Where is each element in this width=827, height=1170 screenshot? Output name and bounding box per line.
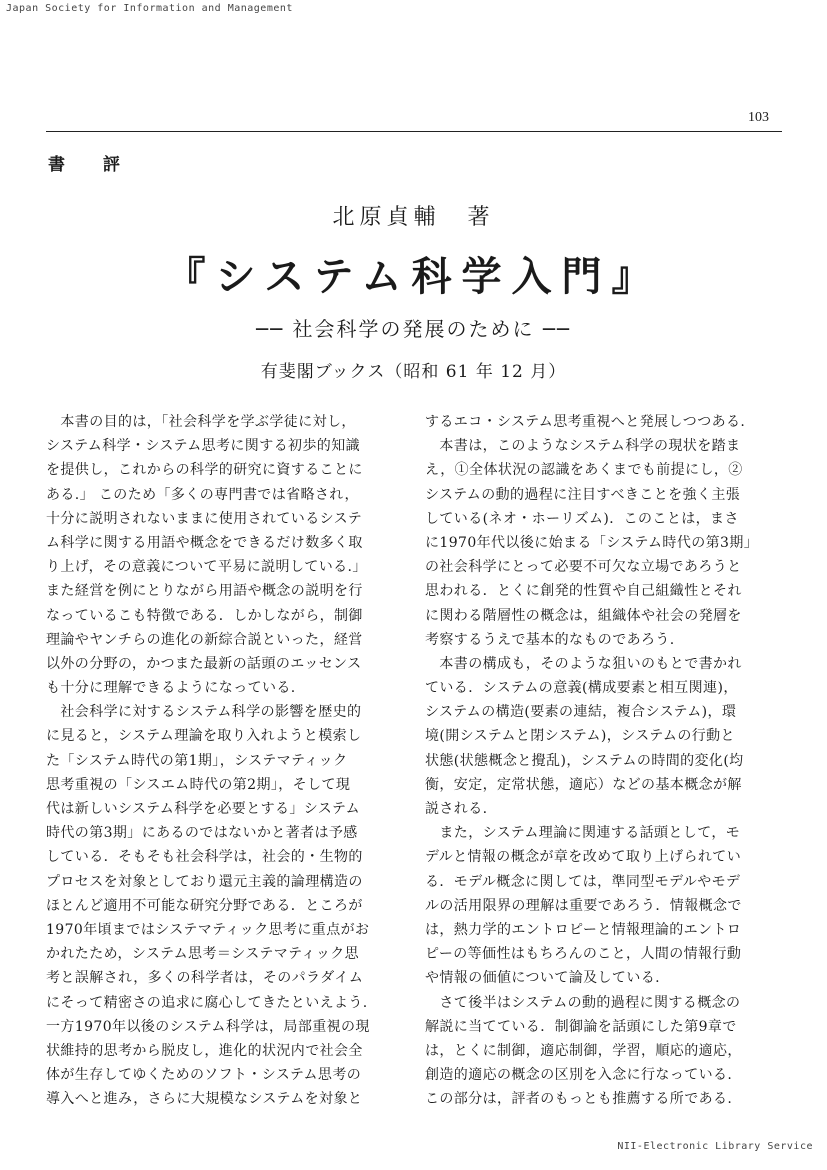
text-line: かれたため，システム思考＝システマティック思 xyxy=(46,946,360,963)
text-line: システムの構造(要素の連結，複合システム)，環 xyxy=(425,704,737,721)
text-line: る．モデル概念に関しては，準同型モデルやモデ xyxy=(425,873,741,890)
header-organization: Japan Society for Information and Management xyxy=(6,3,293,14)
text-line: に関わる階層性の概念は，組織体や社会の発層を xyxy=(425,607,742,624)
text-line: するエコ・システム思考重視へと発展しつつある. xyxy=(425,414,746,430)
text-line: 解説に当てている．制御論を話頭にした第9章で xyxy=(425,1018,737,1035)
text-line: 体が生存してゆくためのソフト・システム思考の xyxy=(46,1067,362,1084)
text-line: 考察するうえで基本的なものであろう. xyxy=(425,631,675,648)
text-line: 思われる．とくに創発的性質や自己組織性とそれ xyxy=(425,583,742,600)
book-author: 北原貞輔 著 xyxy=(332,205,495,230)
text-line: プロセスを対象としており還元主義的論理構造の xyxy=(46,873,363,890)
footer-service: NII-Electronic Library Service xyxy=(617,1141,813,1152)
text-line: 考と誤解され，多くの科学者は，そのパラダイム xyxy=(46,970,364,987)
text-line: 代は新しいシステム科学を必要とする」システム xyxy=(46,801,360,817)
text-line: 一方1970年以後のシステム科学は，局部重視の現 xyxy=(46,1018,370,1035)
text-line: た「システム時代の第1期」，システマティック xyxy=(46,752,348,769)
text-line: ルの活用限界の理解は重要であろう．情報概念で xyxy=(425,897,742,914)
text-line: は，とくに制御，適応制御，学習，順応的適応， xyxy=(425,1042,742,1059)
text-line: ている．システムの意義(構成要素と相互関連)， xyxy=(425,680,738,697)
text-line: ム科学に関する用語や概念をできるだけ数多く取 xyxy=(46,534,363,551)
text-line: 創造的適応の概念の区別を入念に行なっている. xyxy=(425,1067,733,1084)
text-line: に見ると，システム理論を取り入れようと模索し xyxy=(46,728,362,745)
text-line: ほとんど適用不可能な研究分野である．ところが xyxy=(46,897,363,914)
text-line: り上げ，その意義について平易に説明している.」 xyxy=(46,559,367,576)
book-title: 『システム科学入門』 xyxy=(165,253,662,300)
section-label: 書 評 xyxy=(48,155,136,175)
text-line: システム科学・システム思考に関する初歩的知識 xyxy=(46,438,360,455)
text-line: ある.」 このため「多くの専門書では省略され， xyxy=(46,486,359,503)
text-line: や情報の価値について論及している. xyxy=(425,970,660,987)
text-line: 思考重視の「シスエム時代の第2期」，そして現 xyxy=(46,776,351,793)
text-line: え，①全体状況の認識をあくまでも前提にし，② xyxy=(425,462,743,479)
text-line: 以外の分野の，かつまた最新の話頭のエッセンス xyxy=(46,655,362,672)
text-line: している(ネオ・ホーリズム)．このことは，まさ xyxy=(425,510,739,527)
text-line: に1970年代以後に始まる「システム時代の第3期」 xyxy=(425,534,759,551)
text-line: 導入へと進み，さらに大規模なシステムを対象と xyxy=(46,1091,363,1108)
text-line: 本書は，このようなシステム科学の現状を踏ま xyxy=(425,438,741,455)
text-line: 境(開システムと閉システム)，システムの行動と xyxy=(425,728,735,745)
header-rule xyxy=(46,131,782,132)
text-line: なっているこも特徴である．しかしながら，制御 xyxy=(46,607,363,624)
text-line: にそって精密さの追求に腐心してきたといえよう. xyxy=(46,994,368,1011)
text-line: 状維持的思考から脱皮し，進化的状況内で社会全 xyxy=(46,1042,363,1059)
body-column-right xyxy=(425,410,770,1111)
book-publisher: 有斐閣ブックス（昭和 61 年 12 月） xyxy=(260,362,567,382)
text-line: している．そもそも社会科学は，社会的・生物的 xyxy=(46,849,363,866)
text-line: また，システム理論に関連する話頭として，モ xyxy=(425,825,741,842)
text-line: 1970年頃まではシステマティック思考に重点がお xyxy=(46,921,370,938)
text-line: ピーの等価性はもちろんのこと，人間の情報行動 xyxy=(425,946,742,963)
text-line: の社会科学にとって必要不可欠な立場であろうと xyxy=(425,559,742,576)
text-line: 理論やヤンチらの進化の新綜合説といった，経営 xyxy=(46,631,363,648)
text-line: さて後半はシステムの動的過程に関する概念の xyxy=(425,994,741,1011)
text-line: 衡，安定，定常状態，適応）などの基本概念が解 xyxy=(425,776,742,793)
text-line: この部分は，評者のもっとも推薦する所である. xyxy=(425,1091,733,1108)
text-line: は，熱力学的エントロピーと情報理論的エントロ xyxy=(425,921,742,938)
text-line: 本書の目的は，「社会科学を学ぶ学徒に対し， xyxy=(46,414,356,430)
body-column-left xyxy=(46,410,391,1111)
text-line: を提供し，これからの科学的研究に資することに xyxy=(46,462,363,479)
text-line: 時代の第3期」にあるのではないかと著者は予感 xyxy=(46,825,358,842)
text-line: システムの動的過程に注目すべきことを強く主張 xyxy=(425,486,741,503)
book-subtitle: ── 社会科学の発展のために ── xyxy=(256,317,571,341)
text-line: 状態(状態概念と攪乱)，システムの時間的変化(均 xyxy=(425,752,744,769)
text-line: また経営を例にとりながら用語や概念の説明を行 xyxy=(46,583,363,600)
text-line: 説される. xyxy=(425,801,488,817)
page-number: 103 xyxy=(748,110,769,125)
text-line: も十分に理解できるようになっている. xyxy=(46,680,296,697)
text-line: 十分に説明されないままに使用されているシステ xyxy=(46,510,363,527)
text-line: 社会科学に対するシステム科学の影響を歴史的 xyxy=(46,704,362,721)
text-line: デルと情報の概念が章を改めて取り上げられてい xyxy=(425,849,742,866)
text-line: 本書の構成も，そのような狙いのもとで書かれ xyxy=(425,655,742,672)
